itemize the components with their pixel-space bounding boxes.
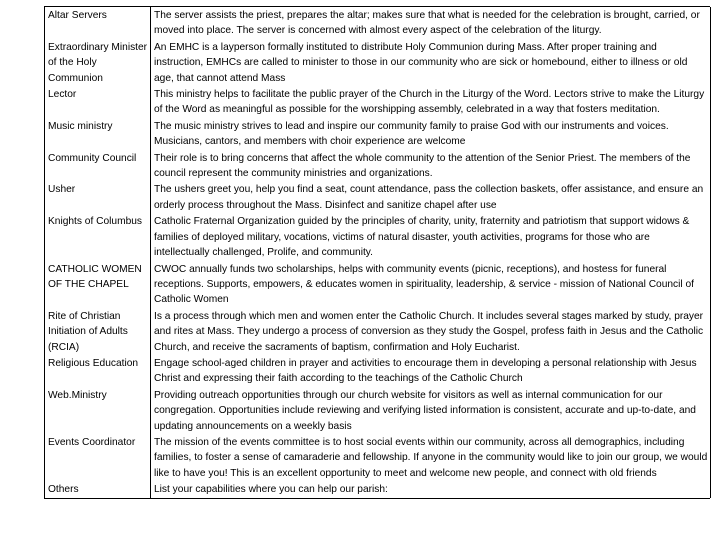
ministry-row xyxy=(45,308,711,355)
ministry-description: CWOC annually funds two scholarships, helps with community events (picnic, receptions), and hostess for funeral receptions. Supports, empowers, & educates women in spirituality, leadership, & service - mission of National Council of Catholic Women xyxy=(151,261,711,308)
ministry-role: Community Council xyxy=(45,150,151,182)
ministry-row xyxy=(45,86,711,118)
ministry-description: The server assists the priest, prepares the altar; makes sure that what is needed for the celebration is brought, carried, or moved into place. The server is concerned with almost every aspect of the celebration of the liturgy. xyxy=(151,7,711,39)
ministry-row xyxy=(45,213,711,260)
ministry-role: Altar Servers xyxy=(45,7,151,39)
ministry-table xyxy=(44,6,710,499)
ministry-role: Lector xyxy=(45,86,151,118)
ministry-role: Religious Education xyxy=(45,355,151,387)
ministry-role: Knights of Columbus xyxy=(45,213,151,260)
ministry-row xyxy=(45,355,711,387)
ministry-role: Rite of Christian Initiation of Adults (RCIA) xyxy=(45,308,151,355)
ministry-description: Catholic Fraternal Organization guided by the principles of charity, unity, fraternity and patriotism that support widows & families of deployed military, vocations, victims of natural disaster, youth activities, programs for those who are intellectually challenged, Prolife, and community. xyxy=(151,213,711,260)
ministry-description: An EMHC is a layperson formally instituted to distribute Holy Communion during Mass. After proper training and instruction, EMHCs are called to minister to those in our community who are sick or homebound, either to illness or old age, that cannot attend Mass xyxy=(151,39,711,86)
ministry-description: Their role is to bring concerns that affect the whole community to the attention of the Senior Priest. The members of the council represent the community ministries and organizations. xyxy=(151,150,711,182)
ministry-row xyxy=(45,434,711,481)
ministry-row xyxy=(45,387,711,434)
ministry-row xyxy=(45,118,711,150)
ministry-row xyxy=(45,481,711,497)
ministry-role: Others xyxy=(45,481,151,497)
ministry-description: The mission of the events committee is to host social events within our community, across all demographics, including families, to foster a sense of camaraderie and fellowship. If anyone in the community would like to join our group, we would like to have you! This is an excellent opportunity to meet and welcome new people, and connect with old friends xyxy=(151,434,711,481)
ministry-role: Web.Ministry xyxy=(45,387,151,434)
ministry-description: This ministry helps to facilitate the public prayer of the Church in the Liturgy of the Word. Lectors strive to make the Liturgy of the Word as meaningful as possible for the worshipping assembly, celebrated in a way that fosters meditation. xyxy=(151,86,711,118)
ministry-row xyxy=(45,261,711,308)
ministry-role: Usher xyxy=(45,181,151,213)
ministry-role: Music ministry xyxy=(45,118,151,150)
ministry-role: CATHOLIC WOMEN OF THE CHAPEL xyxy=(45,261,151,308)
ministry-row xyxy=(45,181,711,213)
ministry-role: Events Coordinator xyxy=(45,434,151,481)
ministry-row xyxy=(45,7,711,39)
ministry-row xyxy=(45,150,711,182)
ministry-table-body xyxy=(45,7,711,498)
ministry-row xyxy=(45,39,711,86)
ministry-description: The music ministry strives to lead and inspire our community family to praise God with our instruments and voices. Musicians, cantors, and members with choir experience are welcome xyxy=(151,118,711,150)
ministry-role: Extraordinary Minister of the Holy Communion xyxy=(45,39,151,86)
ministry-table-grid xyxy=(44,7,711,498)
ministry-description: List your capabilities where you can help our parish: xyxy=(151,481,711,497)
ministry-description: Is a process through which men and women enter the Catholic Church. It includes several stages marked by study, prayer and rites at Mass. They undergo a process of conversion as they study the Gospel, profess faith in Jesus and the Catholic Church, and receive the sacraments of baptism, confirmation and Holy Eucharist. xyxy=(151,308,711,355)
ministry-description: Engage school-aged children in prayer and activities to encourage them in developing a personal relationship with Jesus Christ and expressing their faith according to the teachings of the Catholic Church xyxy=(151,355,711,387)
ministry-description: Providing outreach opportunities through our church website for visitors as well as internal communication for our congregation. Opportunities include reviewing and verifying listed information is consistent, accurate and up-to-date, and updating announcements on a weekly basis xyxy=(151,387,711,434)
ministry-description: The ushers greet you, help you find a seat, count attendance, pass the collection baskets, offer assistance, and ensure an orderly process throughout the Mass. Disinfect and sanitize chapel after use xyxy=(151,181,711,213)
